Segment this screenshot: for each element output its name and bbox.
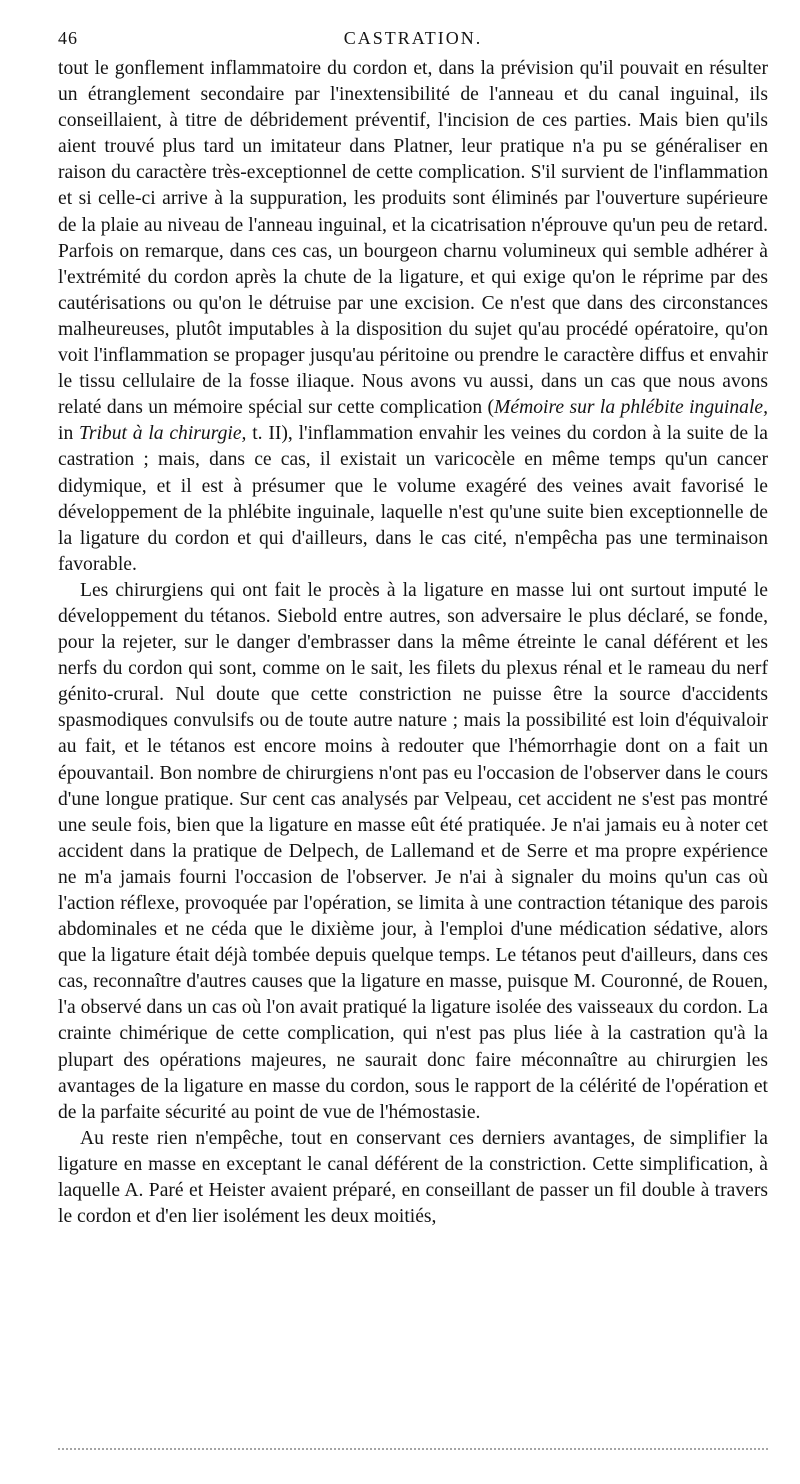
memoir-title: Mémoire sur la phlébite inguinale,	[494, 397, 768, 419]
paragraph-text: in	[58, 423, 80, 445]
work-title: Tribut à la chirurgie,	[79, 423, 247, 445]
paragraph-text: t. II), l'inflammation envahir les veines du cordon à la suite de la castration ; mais, dans ce cas, il existait un varicocèle en même temps qu'un cancer didymique, et il est à présumer que le volume exagéré des veines avait favorisé le développement de la phlébite inguinale, laquelle n'est qu'une suite bien exceptionnelle de la ligature du cordon et qui d'ailleurs, dans le cas cité, n'empêcha pas une terminaison favorable.	[58, 423, 769, 575]
paragraph-simplification: Au reste rien n'empêche, tout en conservant ces derniers avantages, de simplifier la ligature en masse en exceptant le canal déférent de la constriction. Cette simplification, à laquelle A. Paré et Heister avaient préparé, en conseillant de passer un fil double à travers le cordon et d'en lier isolément les deux moitiés,	[58, 1127, 768, 1228]
paragraph-text: tout le gonflement inflammatoire du cordon et, dans la prévision qu'il pouvait en résulter un étranglement secondaire par l'inextensibilité de l'anneau et du canal inguinal, ils conseillaient, à titre de débridement préventif, l'incision de ces parties. Mais bien qu'ils aient trouvé plus tard un imitateur dans Platner, leur pratique n'a pu se généraliser en raison du caractère très-exceptionnel de cette complication. S'il survient de l'inflammation et si celle-ci arrive à la suppuration, les produits sont éliminés par l'ouverture supérieure de la plaie au niveau de l'anneau inguinal, et la cicatrisation n'éprouve qu'un peu de retard. Parfois on remarque, dans ces cas, un bourgeon charnu volumineux qui semble adhérer à l'extrémité du cordon après la chute de la ligature, et qui exige qu'on le réprime par des cautérisations ou qu'on le détruise par une excision. Ce n'est que dans des circonstances malheureuses, plutôt imputables à la disposition du sujet qu'au procédé opératoire, qu'on voit l'inflammation se propager jusqu'au péritoine ou prendre le caractère diffus et envahir le tissu cellulaire de la fosse iliaque. Nous avons vu aussi, dans un cas que nous avons relaté dans un mémoire spécial sur cette complication (	[58, 58, 768, 419]
footer-divider	[58, 1448, 768, 1450]
paragraph-tetanos: Les chirurgiens qui ont fait le procès à la ligature en masse lui ont surtout imputé le développement du tétanos. Siebold entre autres, son adversaire le plus déclaré, se fonde, pour la rejeter, sur le danger d'embrasser dans la même étreinte le canal déférent et les nerfs du cordon qui sont, comme on le sait, les filets du plexus rénal et le rameau du nerf génito-crural. Nul doute que cette constriction ne puisse être la source d'accidents spasmodiques convulsifs ou de toute autre nature ; mais la possibilité est loin d'équivaloir au fait, et le tétanos est encore moins à redouter que l'hémorrhagie dont on a fait un épouvantail. Bon nombre de chirurgiens n'ont pas eu l'occasion de l'observer dans le cours d'une longue pratique. Sur cent cas analysés par Velpeau, cet accident ne s'est pas montré une seule fois, bien que la ligature en masse eût été pratiquée. Je n'ai jamais eu à noter cet accident dans la pratique de Delpech, de Lallemand et de Serre et ma propre expérience ne m'a jamais fourni l'occasion de l'observer. Je n'ai à signaler du moins qu'un cas où l'action réflexe, provoquée par l'opération, se limita à une contraction tétanique des parois abdominales et ne céda que le dixième jour, à l'emploi d'une médication sédative, alors que la ligature était déjà tombée depuis quelque temps. Le tétanos peut d'ailleurs, dans ces cas, reconnaître d'autres causes que la ligature en masse, puisque M. Couronné, de Rouen, l'a observé dans un cas où l'on avait pratiqué la ligature isolée des vaisseaux du cordon. La crainte chimérique de cette complication, qui n'est pas plus liée à la castration qu'à la plupart des opérations majeures, ne saurait donc faire méconnaître au chirurgien les avantages de la ligature en masse du cordon, sous le rapport de la célérité de l'opération et de la parfaite sécurité au point de vue de l'hémostasie.	[58, 579, 768, 1123]
page-number: 46	[58, 28, 78, 48]
book-page	[58, 28, 768, 1230]
paragraph-inflammation	[58, 56, 768, 578]
running-title: CASTRATION.	[343, 28, 483, 48]
page-header	[58, 28, 768, 56]
body-text	[58, 56, 768, 1230]
